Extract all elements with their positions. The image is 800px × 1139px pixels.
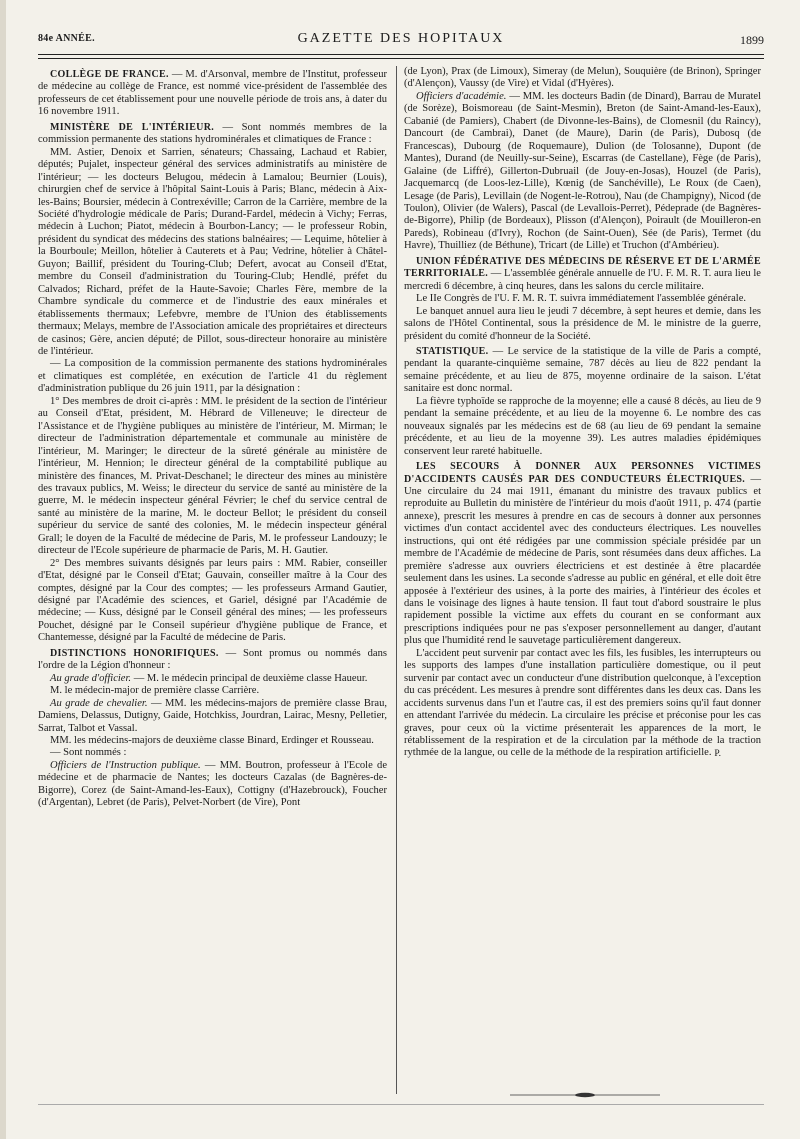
page-number: 1899	[740, 33, 764, 47]
paragraph	[38, 698, 387, 735]
paragraph	[38, 358, 387, 395]
section-heading: MINISTÈRE DE L'INTÉRIEUR.	[50, 121, 215, 133]
paragraph-text: — Sont nommés membres de la commission permanente des stations hydrominérales et climatiques de France :	[38, 121, 387, 146]
paragraph	[404, 396, 761, 458]
paragraph	[404, 256, 761, 293]
left-column	[38, 66, 387, 810]
paragraph-text: — MM. les médecins-majors de première classe Brau, Damiens, Delassus, Dutigny, Gaide, Hotchkiss, Jourdran, Lairac, Mesny, Pelletier, Sarrat, Talbot et Vassal.	[38, 697, 387, 734]
paragraph-text: L'accident peut survenir par contact avec les fils, les fusibles, les interrupteurs ou les supports des lampes d'une installation particulière domestique, ou il peut survenir par contact avec un conducteur d'une distribution quelconque, à l'exception du cas précédent. Les mesures à prendre sont différentes dans les deux cas. Dans les accidents survenus dans l'un et l'autre cas, il est des premiers soins qu'il faut donner en attendant l'arrivée du médecin. La circulaire les précise et préconise pour les cas graves, pour ceux où la victime présenterait les apparences de la mort, le rétablissement de la respiration et de la circulation par la méthode de la traction rythmée de la langue, ou celle de la méthode de la respiration artificielle.	[404, 647, 761, 759]
paragraph	[404, 461, 761, 648]
italic-heading: Officiers d'académie.	[416, 90, 507, 102]
paragraph-text: — Le service de la statistique de la ville de Paris a compté, pendant la quarante-cinquième semaine, 787 décès au lieu de 822 pendant la semaine précédente, et au lieu de 875, moyenne ordinaire de la saison. L'état sanitaire est donc normal.	[404, 345, 761, 395]
header-rule-thin	[38, 58, 764, 59]
paragraph	[38, 558, 387, 645]
paragraph-text: — M. le médecin principal de deuxième classe Haueur.	[131, 672, 368, 684]
italic-heading: Officiers de l'Instruction publique.	[50, 759, 201, 771]
volume-label: 84e ANNÉE.	[38, 33, 95, 44]
paragraph-text: La fièvre typhoïde se rapproche de la moyenne; elle a causé 8 décès, au lieu de 9 pendant la semaine précédente, et au lieu de la moyenne 6. Le nombre des cas nouveaux signalés par les médecins est de 68 (au lieu de 69 pendant la semaine précédente, et au lieu de la moyenne 39). Les autres maladies épidémiques conservent leur rareté habituelle.	[404, 395, 761, 457]
paragraph	[404, 346, 761, 396]
paragraph	[38, 735, 387, 747]
paragraph	[404, 306, 761, 343]
author-signature: P.	[714, 748, 721, 759]
end-ornament	[510, 1092, 660, 1098]
column-divider	[396, 66, 397, 1094]
paragraph-text: — Une circulaire du 24 mai 1911, émanant du ministre des travaux publics et reproduite au Bulletin du ministère de l'intérieur du mois d'août 1911, p. 474 (partie annexe), prescrit les mesures à prendre en cas de secours à donner aux personnes victimes d'un contact accidentel avec des conducteurs électriques. Les nouvelles instructions, qui ont été rédigées par une commission spéciale présidée par un membre de l'Académie de médecine de Paris, sont résumées dans deux affiches. La première s'adresse aux ouvriers électriciens et est destinée à être placardée seulement dans les usines. La seconde s'adresse au public en général, et elle doit être apposée à l'extérieur des usines, à la porte des mairies, à l'intérieur des écoles et dans le voisinage des lignes à haute tension. Il faut tout d'abord soustraire le plus rapidement possible la victime aux effets du courant en se conformant aux prescriptions indiquées pour ne pas s'exposer personnellement au danger, d'autant plus que l'humidité rend le sauvetage particulièrement dangereux.	[404, 473, 761, 647]
paragraph-text: — Sont nommés :	[50, 747, 127, 759]
paragraph-text: MM. les médecins-majors de deuxième classe Binard, Erdinger et Rousseau.	[50, 735, 374, 747]
paragraph-text: (de Lyon), Prax (de Limoux), Simeray (de Melun), Souquière (de Brinon), Springer (d'Alençon), Vaussy (de Vire) et Vidal (d'Hyères).	[404, 66, 761, 90]
page-foot-rule	[38, 1104, 764, 1105]
running-header	[38, 33, 764, 51]
paragraph	[404, 293, 761, 305]
section-heading: UNION FÉDÉRATIVE DES MÉDECINS DE RÉSERVE ET DE L'ARMÉE TERRITORIALE.	[404, 255, 761, 280]
paragraph-text: — La composition de la commission permanente des stations hydrominérales et climatiques est complétée, en exécution de l'article 41 du règlement d'administration publique du 26 juin 1911, par la désignation :	[38, 358, 387, 395]
paragraph-text: — L'assemblée générale annuelle de l'U. F. M. R. T. aura lieu le mercredi 6 décembre, à cinq heures, dans les salons du cercle militaire.	[404, 268, 761, 292]
paragraph	[38, 648, 387, 673]
italic-heading: Au grade de chevalier.	[50, 697, 148, 709]
italic-heading: Au grade d'officier.	[50, 672, 132, 684]
section-heading: COLLÈGE DE FRANCE.	[50, 69, 169, 80]
page-edge	[0, 0, 6, 1139]
paragraph	[404, 91, 761, 253]
paragraph	[38, 147, 387, 359]
section-heading: STATISTIQUE.	[416, 345, 489, 357]
paragraph	[404, 66, 761, 91]
paragraph-text: Le IIe Congrès de l'U. F. M. R. T. suivra immédiatement l'assemblée générale.	[416, 293, 747, 305]
paragraph-text: M. le médecin-major de première classe Carrière.	[50, 685, 260, 697]
paragraph-text: — Sont promus ou nommés dans l'ordre de la Légion d'honneur :	[38, 647, 387, 672]
header-rule-thick	[38, 54, 764, 55]
paragraph-text: — MM. les docteurs Badin (de Dinard), Barrau de Muratel (de Sorèze), Boismoreau (de Saint-Mesmin), Breton (de Saint-Amand-les-Eaux), Cabanié (de Pamiers), Chabert (de Divonne-les-Bains), de Clomesnil (du Raincy), Dancourt (de Cambrai), Danet (de Maure), Darin (de Paris), Dubosq (de Francescas), Dubourg (de Roquemaure), Dulion (de Tolosanne), Dupont (de Mantes), Durand (de Neuilly-sur-Seine), Escarras (de Castellane), Fège (de Paris), Galaine (de Liffré), Gillerton-Dubruail (de Jouy-en-Josas), Houzel (de Paris), Jacquemarcq (de Loos-lez-Lille), Kœnig (de Sanchéville), Le Roux (de Caen), Lesage (de Paris), Levillain (de Nogent-le-Rotrou), Nau (de Champigny), Nicod (de Toulon), Olivier (de Walers), Pascal (de Levallois-Perret), Pédeprade (de Bagnères-de-Bigorre), Philip (de Bordeaux), Plisson (d'Alençon), Poirault (de Mouilleron-en Pareds), Robineau (d'Ivry), Rochon (de Saint-Ouen), Sée (de Paris), Termet (du Havre), Thuilliez (de Béthune), Tricart (de Lille) et Truchon (d'Ambérieu).	[404, 90, 762, 252]
paragraph-text: 2° Des membres suivants désignés par leurs pairs : MM. Rabier, conseiller d'Etat, désigné par le Conseil d'Etat; Gauvain, conseiller maître à la Cour des comptes, désigné par la Cour des comptes; — les professeurs Armand Gautier, désigné par l'Académie des sciences, et Gariel, désigné par l'Académie de médecine; — Kuss, désigné par le Conseil général des mines; — les professeurs Pouchet, désigné par le Conseil supérieur d'hygiène publique de France, et Chantemesse, désigné par la Faculté de médecine de Paris.	[38, 557, 387, 644]
paragraph	[38, 122, 387, 147]
paragraph	[404, 648, 761, 760]
paragraph-text: 1° Des membres de droit ci-après : MM. le président de la section de l'intérieur au Conseil d'Etat, président, M. Hébrard de Villeneuve; le directeur de l'Assistance et de l'hygiène publiques au ministère de l'intérieur, M. Mirman; le directeur de l'administration départementale et communale au ministère de l'intérieur, M. Maringer; le directeur de la sûreté générale au ministère de l'intérieur, M. Hennion; le directeur général de la comptabilité publique au ministère des finances, M. Privat-Deschanel; le directeur des mines au ministère des travaux publics, M. Weiss; le directeur du service de santé au ministère de la guerre, M. le médecin inspecteur général Février; le chef du service central de santé au ministère de la marine, M. le docteur Bellot; le président du conseil supérieur du service de santé des colonies, M. le médecin inspecteur général Grall; le doyen de la Faculté de médecine de Paris, M. le professeur Landouzy; le directeur de l'Ecole supérieure de pharmacie de Paris, M. H. Gautier.	[38, 395, 387, 557]
right-column	[404, 66, 761, 760]
paragraph-text: MM. Astier, Denoix et Sarrien, sénateurs; Chassaing, Lachaud et Rabier, députés; Pujalet, inspecteur général des services administratifs au ministère de l'intérieur; — les docteurs Belugou, médecin à Lamalou; Beurnier (Louis), chirurgien chef de service à l'hôpital Saint-Louis à Paris; Blanc, médecin à Aix-les-Bains; Boursier, médecin à Contrexéville; Carron de la Carrière, membre de la Société d'hydrologie médicale de Paris; Durand-Fardel, médecin à Vichy; Ferras, médecin à Luchon; Piatot, médecin à Bourbon-Lancy; — le professeur Robin, président du syndicat des médecins des stations balnéaires; — Lequime, hôtelier à la Bourboule; Meillon, hôtelier à Cauterets et à Pau; Vedrine, hôtelier à Châtel-Guyon; Baillif, président du Touring-Club; Defert, avocat au Conseil d'Etat, membre du Conseil d'administration du Touring-Club; Hendlé, préfet du Calvados; Richard, préfet de la Haute-Savoie; Charles Fère, membre de la Chambre syndicale du commerce et de l'industrie des eaux minérales et établissements thermaux; Lefebvre, membre de l'Union des établissements thermaux; Melays, membre de l'Association amicale des propriétaires et directeurs de casinos; Gère, ancien député; de Pillot, sous-directeur honoraire au ministère de l'intérieur.	[38, 146, 387, 357]
paragraph	[38, 396, 387, 558]
paragraph	[38, 760, 387, 810]
paragraph	[38, 685, 387, 697]
paragraph-text: — MM. Boutron, professeur à l'Ecole de médecine et de pharmacie de Nantes; les docteurs Cazalas (de Bagnères-de-Bigorre), Corez (de Saint-Amand-les-Eaux), Cottigny (d'Hazebrouck), Foucher (d'Argentan), Lebret (de Paris), Pelvet-Norbert (de Vire), Pont	[38, 759, 387, 809]
section-heading: DISTINCTIONS HONORIFIQUES.	[50, 647, 219, 659]
paragraph-text: Le banquet annuel aura lieu le jeudi 7 décembre, à sept heures et demie, dans les salons de l'Hôtel Continental, sous la présidence de M. le ministre de la guerre, président du comité d'honneur de la Société.	[404, 305, 761, 342]
paragraph	[38, 673, 387, 685]
paragraph	[38, 69, 387, 119]
section-heading: LES SECOURS À DONNER AUX PERSONNES VICTIMES D'ACCIDENTS CAUSÉS PAR DES CONDUCTEURS ÉLECTRIQUES.	[404, 461, 761, 485]
paragraph-text: — M. d'Arsonval, membre de l'Institut, professeur de médecine au collège de France, est nommé vice-président de l'assemblée des professeurs de cet établissement pour une nouvelle période de trois ans, à dater du 16 novembre 1911.	[38, 69, 387, 118]
paragraph	[38, 747, 387, 759]
journal-title: GAZETTE DES HOPITAUX	[297, 31, 505, 46]
